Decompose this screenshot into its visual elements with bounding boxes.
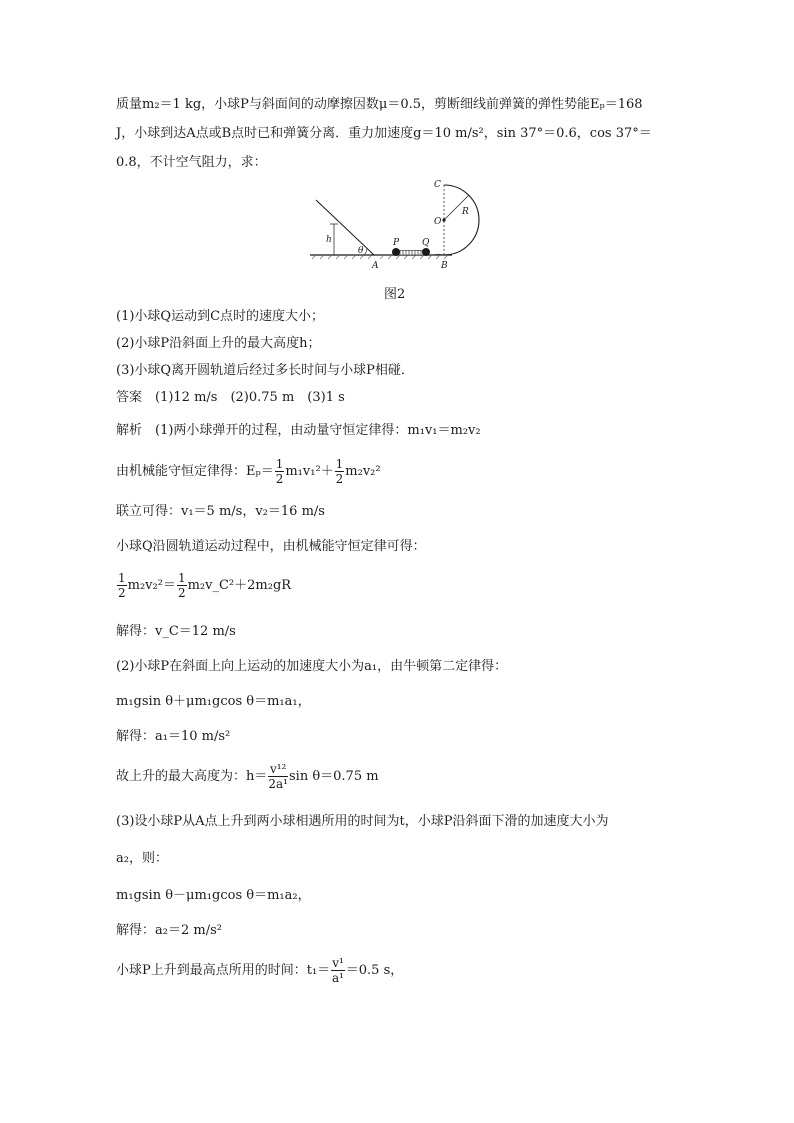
half-fraction-2: $\frac{1}{2}$ [335,457,344,486]
intro-line-1: 质量m₂＝1 kg，小球P与斜面间的动摩擦因数μ＝0.5，剪断细线前弹簧的弹性势能Eₚ＝168 [116,97,643,112]
label-h: h [326,235,332,245]
question-3: (3)小球Q离开圆轨道后经过多长时间与小球P相碰． [116,363,414,378]
solution-line-14: 解得：a₂＝2 m/s² [116,923,222,938]
energy-eq-prefix: 由机械能守恒定律得：Eₚ＝ [116,464,274,479]
circular-track [444,185,479,255]
solution-line-1: 解析 (1)两小球弹开的过程，由动量守恒定律得：m₁v₁＝m₂v₂ [116,423,481,438]
theta-arc [364,248,367,255]
max-height-fraction: $\frac{\text{v¹²}}{\text{2a¹}}$ [268,762,288,791]
half-fraction-1: $\frac{1}{2}$ [275,457,284,486]
circle-energy-term-2: m₂v_C²＋2m₂gR [187,578,292,593]
circle-energy-term-1: m₂v₂²＝ [127,578,176,593]
question-1: (1)小球Q运动到C点时的速度大小； [116,309,325,324]
label-a: A [372,261,379,271]
energy-term-1: m₁v₁²＋ [285,464,334,479]
physics-diagram [306,176,506,276]
label-r: R [462,207,469,217]
half-fraction-3: $\frac{1}{2}$ [118,571,126,600]
solution-line-10 [116,763,379,790]
label-o: O [434,217,442,227]
solution-line-5 [116,572,291,599]
ball-p [392,248,400,256]
solution-line-9: 解得：a₁＝10 m/s² [116,729,231,744]
solution-line-13: m₁gsin θ－μm₁gcos θ＝m₁a₂， [116,888,311,903]
max-height-suffix: sin θ＝0.75 m [288,769,379,784]
solution-line-3: 联立可得：v₁＝5 m/s，v₂＝16 m/s [116,504,325,519]
label-c: C [434,180,441,190]
figure-caption: 图2 [384,287,406,302]
max-height-prefix: 故上升的最大高度为：h＝ [116,769,268,784]
solution-line-2 [116,458,381,485]
rise-time-fraction: $\frac{\text{v¹}}{\text{a¹}}$ [332,956,344,985]
solution-line-7: (2)小球P在斜面上向上运动的加速度大小为a₁，由牛顿第二定律得： [116,659,508,674]
label-q: Q [422,238,430,248]
intro-line-3: 0.8，不计空气阻力，求： [116,155,267,170]
solution-line-12: a₂，则： [116,851,168,866]
rise-time-suffix: ＝0.5 s， [345,963,404,978]
spring [398,251,424,256]
rise-time-prefix: 小球P上升到最高点所用的时间：t₁＝ [116,963,331,978]
energy-term-2: m₂v₂² [345,464,381,479]
question-2: (2)小球P沿斜面上升的最大高度h； [116,336,321,351]
half-fraction-4: $\frac{1}{2}$ [177,571,186,600]
answer-line: 答案 (1)12 m/s (2)0.75 m (3)1 s [116,390,345,405]
label-theta: θ [358,246,364,256]
label-b: B [441,261,448,271]
label-p: P [393,238,400,248]
incline [316,200,374,255]
solution-line-15 [116,957,403,984]
solution-line-11: (3)设小球P从A点上升到两小球相遇所用的时间为t，小球P沿斜面下滑的加速度大小为 [116,814,609,829]
solution-line-4: 小球Q沿圆轨道运动过程中，由机械能守恒定律可得： [116,539,426,554]
ball-q [422,248,430,256]
intro-line-2: J，小球到达A点或B点时已和弹簧分离．重力加速度g＝10 m/s²，sin 37°＝0.6，cos 37°＝ [116,126,652,141]
solution-line-6: 解得：v_C＝12 m/s [116,624,236,639]
solution-line-8: m₁gsin θ＋μm₁gcos θ＝m₁a₁， [116,694,311,709]
